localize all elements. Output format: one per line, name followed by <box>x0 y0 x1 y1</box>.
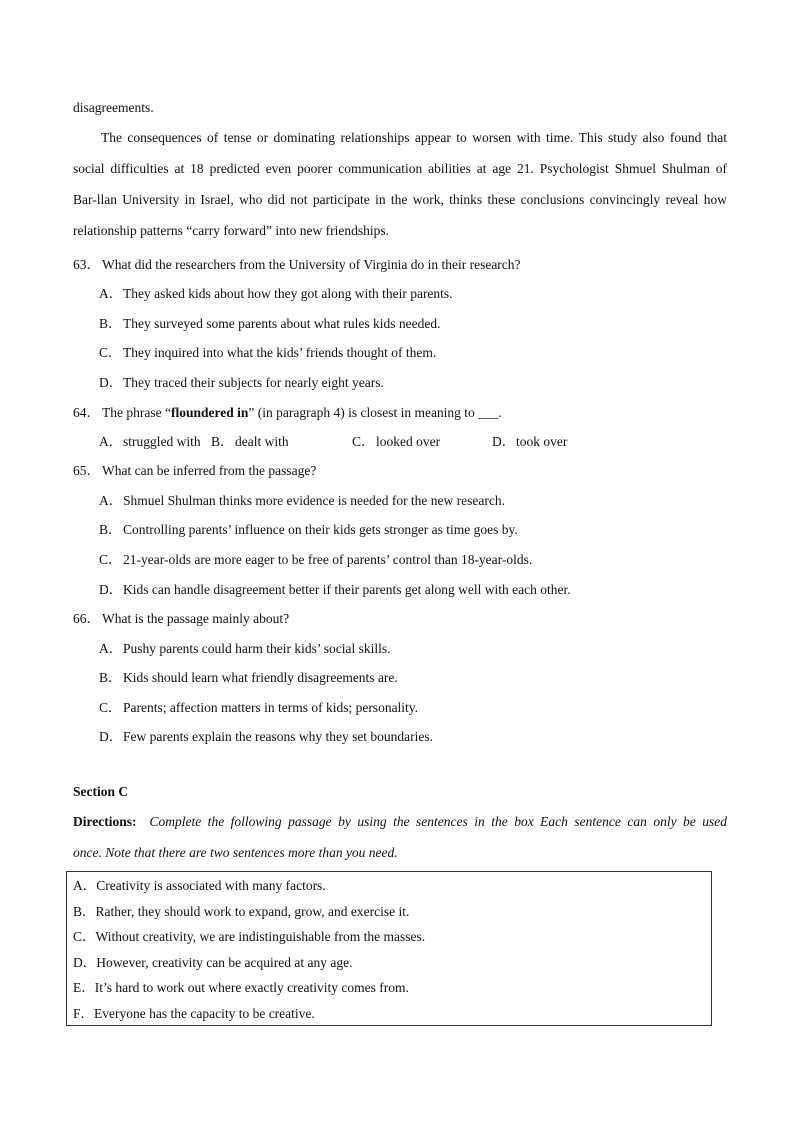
directions-text: Complete the following passage by using the sentences in the box Each sentence can only be used <box>149 814 728 829</box>
option-65d[interactable] <box>99 578 571 598</box>
sentence-box <box>66 871 712 1026</box>
sentence-option-b <box>73 900 409 920</box>
question-number: 64． <box>73 405 100 420</box>
option-65c[interactable] <box>99 548 532 568</box>
option-text: looked over <box>376 434 441 449</box>
question-text: What did the researchers from the University of Virginia do in their research? <box>102 257 521 272</box>
option-text: Few parents explain the reasons why they set boundaries. <box>123 729 434 744</box>
option-letter: C． <box>99 552 122 567</box>
option-letter: A． <box>99 286 123 301</box>
sentence-option-d <box>73 951 352 971</box>
option-64c[interactable] <box>352 430 440 450</box>
question-63 <box>73 253 521 273</box>
option-letter: B． <box>99 522 122 537</box>
option-text: Kids should learn what friendly disagreements are. <box>123 670 398 685</box>
option-text: They traced their subjects for nearly eight years. <box>123 375 384 390</box>
option-text: Kids can handle disagreement better if their parents get along well with each other. <box>123 582 571 597</box>
question-number: 63． <box>73 257 100 272</box>
sentence-option-f <box>73 1002 315 1022</box>
option-text: They asked kids about how they got along with their parents. <box>123 286 453 301</box>
option-letter: B． <box>99 670 122 685</box>
option-text: However, creativity can be acquired at any age. <box>96 955 353 970</box>
option-64d[interactable] <box>492 430 567 450</box>
option-letter: D． <box>99 375 123 390</box>
option-letter: C． <box>73 929 96 944</box>
question-66 <box>73 607 289 627</box>
option-letter: C． <box>99 700 122 715</box>
option-letter: E． <box>73 980 95 995</box>
option-66a[interactable] <box>99 637 390 657</box>
sentence-option-a <box>73 874 326 894</box>
option-text: Parents; affection matters in terms of kids; personality. <box>123 700 419 715</box>
option-text: struggled with <box>123 434 201 449</box>
option-text: Creativity is associated with many factors. <box>96 878 326 893</box>
option-text: Without creativity, we are indistinguishable from the masses. <box>95 929 426 944</box>
option-text: They surveyed some parents about what rules kids needed. <box>123 316 441 331</box>
question-text: What is the passage mainly about? <box>102 611 290 626</box>
option-66d[interactable] <box>99 725 433 745</box>
options-64-row <box>0 430 800 450</box>
option-letter: D． <box>73 955 97 970</box>
option-text: Rather, they should work to expand, grow, and exercise it. <box>95 904 410 919</box>
option-text: Everyone has the capacity to be creative. <box>94 1006 315 1021</box>
directions-line <box>73 814 727 830</box>
passage-line: relationship patterns “carry forward” into new friendships. <box>73 223 390 238</box>
question-number: 66． <box>73 611 100 626</box>
question-text-post: ” (in paragraph 4) is closest in meaning to ___. <box>248 405 502 420</box>
highlighted-phrase: floundered in <box>170 405 249 420</box>
passage-line: social difficulties at 18 predicted even poorer communication abilities at age 21. Psychologist Shmuel Shulman of <box>73 161 727 176</box>
option-letter: B． <box>73 904 96 919</box>
passage-tail: disagreements. <box>73 100 154 115</box>
option-64b[interactable] <box>211 430 289 450</box>
option-text: 21-year-olds are more eager to be free of parents’ control than 18-year-olds. <box>123 552 533 567</box>
option-text: dealt with <box>235 434 289 449</box>
option-letter: B． <box>211 434 234 449</box>
option-letter: B． <box>99 316 122 331</box>
option-letter: A． <box>73 878 97 893</box>
sentence-option-c <box>73 925 425 945</box>
option-65b[interactable] <box>99 518 518 538</box>
option-letter: A． <box>99 434 123 449</box>
option-letter: C． <box>99 345 122 360</box>
option-text: took over <box>516 434 568 449</box>
option-66b[interactable] <box>99 666 398 686</box>
option-letter: A． <box>99 493 123 508</box>
option-letter: A． <box>99 641 123 656</box>
option-letter: D． <box>99 582 123 597</box>
question-65 <box>73 459 316 479</box>
question-text: What can be inferred from the passage? <box>102 463 317 478</box>
option-letter: F． <box>73 1006 95 1021</box>
option-letter: D． <box>99 729 123 744</box>
passage-line: The consequences of tense or dominating relationships appear to worsen with time. This study also found that <box>101 130 727 145</box>
question-64 <box>73 401 502 421</box>
option-letter: D． <box>492 434 516 449</box>
option-text: Pushy parents could harm their kids’ social skills. <box>123 641 391 656</box>
option-text: It’s hard to work out where exactly creativity comes from. <box>94 980 409 995</box>
option-63d[interactable] <box>99 371 384 391</box>
option-text: Controlling parents’ influence on their kids gets stronger as time goes by. <box>123 522 518 537</box>
directions-line-2: once. Note that there are two sentences more than you need. <box>73 845 398 860</box>
option-63a[interactable] <box>99 282 453 302</box>
directions-label: Directions: <box>73 814 137 829</box>
question-number: 65． <box>73 463 100 478</box>
option-66c[interactable] <box>99 696 418 716</box>
question-text-pre: The phrase “ <box>102 405 171 420</box>
sentence-option-e <box>73 976 409 996</box>
option-64a[interactable] <box>99 430 201 450</box>
passage-line: Bar-llan University in Israel, who did not participate in the work, thinks these conclusions convincingly reveal how <box>73 192 727 207</box>
section-title: Section C <box>73 784 129 799</box>
option-letter: C． <box>352 434 375 449</box>
option-65a[interactable] <box>99 489 505 509</box>
option-63b[interactable] <box>99 312 441 332</box>
option-text: They inquired into what the kids’ friends thought of them. <box>123 345 437 360</box>
option-text: Shmuel Shulman thinks more evidence is needed for the new research. <box>123 493 506 508</box>
option-63c[interactable] <box>99 341 436 361</box>
